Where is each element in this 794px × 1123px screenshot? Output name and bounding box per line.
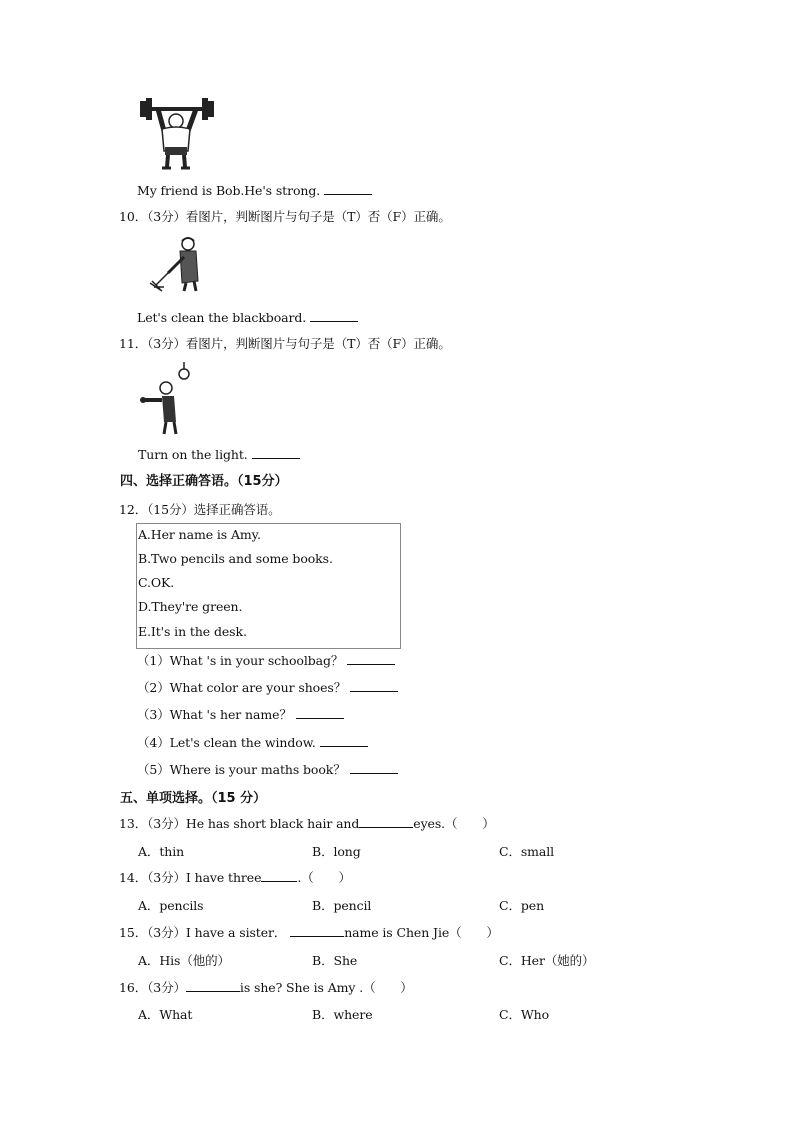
- q10-prompt: 10．（3分）看图片，判断图片与句子是（T）否（F）正确。: [119, 209, 451, 224]
- q10-sentence: Let's clean the blackboard.: [137, 309, 358, 325]
- q11-sentence: Turn on the light.: [138, 446, 300, 462]
- q11-prompt: 11．（3分）看图片，判断图片与句子是（T）否（F）正确。: [119, 336, 451, 351]
- answer-blank[interactable]: [186, 979, 240, 992]
- q13-choice-c[interactable]: C．small: [499, 844, 555, 859]
- option-c: C.OK.: [138, 575, 175, 590]
- q14-choice-a[interactable]: A．pencils: [138, 898, 204, 913]
- q13-choice-b[interactable]: B．long: [312, 844, 361, 859]
- q9-sentence: My friend is Bob.He's strong.: [137, 182, 372, 198]
- q12-item: （1）What 's in your schoolbag？: [137, 651, 395, 669]
- q12-item: （2）What color are your shoes？: [137, 678, 398, 696]
- weightlifter-picture: [138, 95, 216, 171]
- q16-choice-c[interactable]: C．Who: [499, 1007, 549, 1022]
- q14-choice-b[interactable]: B．pencil: [312, 898, 372, 913]
- q16-choice-a[interactable]: A．What: [138, 1007, 193, 1022]
- q14-stem: 14．（3分）I have three .（ ）: [119, 870, 351, 885]
- answer-blank[interactable]: [347, 652, 395, 665]
- answer-blank[interactable]: [350, 761, 398, 774]
- q12-item: （5）Where is your maths book？: [137, 760, 398, 778]
- q16-stem: 16．（3分） is she? She is Amy .（ ）: [119, 980, 413, 995]
- option-d: D.They're green.: [138, 599, 243, 614]
- answer-blank[interactable]: [320, 734, 368, 747]
- answer-blank[interactable]: [296, 706, 344, 719]
- section5-title: 五、单项选择。（15 分）: [120, 791, 267, 806]
- answer-blank[interactable]: [359, 815, 413, 828]
- q16-choice-b[interactable]: B．where: [312, 1007, 373, 1022]
- q15-choice-c[interactable]: C．Her（她的）: [499, 953, 595, 968]
- answer-blank[interactable]: [350, 679, 398, 692]
- sweeping-picture: [148, 235, 204, 293]
- section4-title: 四、选择正确答语。（15分）: [120, 474, 288, 489]
- answer-blank[interactable]: [252, 446, 300, 459]
- answer-blank[interactable]: [290, 924, 344, 937]
- answer-blank[interactable]: [261, 869, 297, 882]
- option-b: B.Two pencils and some books.: [138, 551, 333, 566]
- q15-choice-b[interactable]: B．She: [312, 953, 358, 968]
- q12-item: （3）What 's her name？: [137, 705, 344, 723]
- answer-blank[interactable]: [324, 182, 372, 195]
- q12-item: （4）Let's clean the window.: [137, 733, 368, 751]
- option-e: E.It's in the desk.: [138, 624, 247, 639]
- q15-choice-a[interactable]: A．His（他的）: [138, 953, 230, 968]
- q15-stem: 15．（3分）I have a sister． name is Chen Jie（ ）: [119, 925, 499, 940]
- q14-choice-c[interactable]: C．pen: [499, 898, 545, 913]
- light-switch-picture: [138, 360, 194, 436]
- q13-choice-a[interactable]: A．thin: [138, 844, 185, 859]
- option-a: A.Her name is Amy.: [138, 527, 261, 542]
- answer-blank[interactable]: [310, 309, 358, 322]
- q13-stem: 13．（3分）He has short black hair and eyes.（ ）: [119, 816, 495, 831]
- q12-prompt: 12．（15分）选择正确答语。: [119, 502, 281, 517]
